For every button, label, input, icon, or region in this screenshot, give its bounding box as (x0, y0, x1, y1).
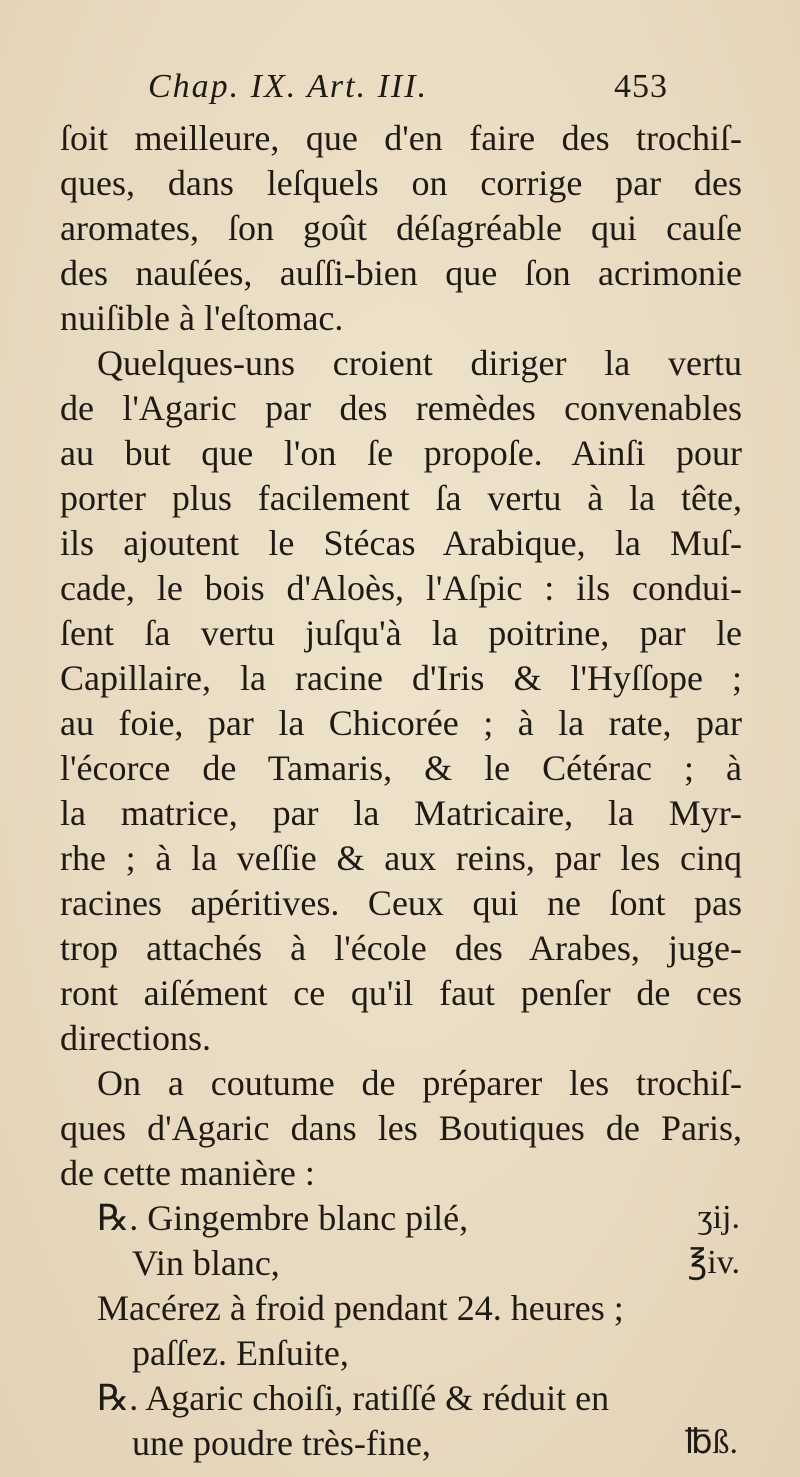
text-line: au foie, par la Chicorée ; à la rate, par (60, 703, 742, 743)
recipe-ingredient: ℞. Agaric choiſi, ratiſſé & réduit en (97, 1378, 610, 1418)
text-line: l'écorce de Tamaris, & le Cétérac ; à (60, 748, 742, 788)
running-head (148, 68, 668, 108)
text-line: On a coutume de préparer les trochiſ- (97, 1063, 742, 1103)
text-line: racines apéritives. Ceux qui ne ſont pas (60, 883, 742, 923)
text-line: rhe ; à la veſſie & aux reins, par les cinq (60, 838, 742, 878)
text-line: la matrice, par la Matricaire, la Myr- (60, 793, 742, 833)
text-line: aromates, ſon goût déſagréable qui cauſe (60, 208, 742, 248)
text-line: directions. (60, 1018, 211, 1058)
text-line: ques d'Agaric dans les Boutiques de Paris, (60, 1108, 742, 1148)
text-line: porter plus facilement ſa vertu à la tête, (60, 478, 742, 518)
text-line: de l'Agaric par des remèdes convenables (60, 388, 742, 428)
text-line: Capillaire, la racine d'Iris & l'Hyſſope ; (60, 658, 742, 698)
recipe-dose: ʒij. (697, 1199, 740, 1236)
text-line: ſent ſa vertu juſqu'à la poitrine, par le (60, 613, 742, 653)
text-line: au but que l'on ſe propoſe. Ainſi pour (60, 433, 742, 473)
text-line: des nauſées, auſſi-bien que ſon acrimonie (60, 253, 742, 293)
text-line: nuiſible à l'eſtomac. (60, 298, 344, 338)
recipe-dose: ℔ß. (684, 1424, 738, 1461)
recipe-ingredient: ℞. Gingembre blanc pilé, (97, 1198, 469, 1238)
text-line: cade, le bois d'Aloès, l'Aſpic : ils condui- (60, 568, 742, 608)
recipe-instruction: Macérez à froid pendant 24. heures ; (97, 1288, 624, 1328)
text-line: Quelques-uns croient diriger la vertu (97, 343, 742, 383)
recipe-dose: ℥iv. (687, 1244, 740, 1281)
text-line: ront aiſément ce qu'il faut penſer de ces (60, 973, 742, 1013)
recipe-ingredient: une poudre très-fine, (132, 1423, 431, 1463)
text-line: ils ajoutent le Stécas Arabique, la Muſ- (60, 523, 742, 563)
chapter-title: Chap. IX. Art. III. (148, 68, 429, 105)
page-number: 453 (614, 68, 668, 105)
text-line: trop attachés à l'école des Arabes, juge- (60, 928, 742, 968)
text-line: ſoit meilleure, que d'en faire des trochiſ- (60, 118, 742, 158)
recipe-instruction: paſſez. Enſuite, (132, 1333, 349, 1373)
recipe-ingredient: Vin blanc, (132, 1243, 280, 1283)
text-line: de cette manière : (60, 1153, 315, 1193)
text-line: ques, dans leſquels on corrige par des (60, 163, 742, 203)
